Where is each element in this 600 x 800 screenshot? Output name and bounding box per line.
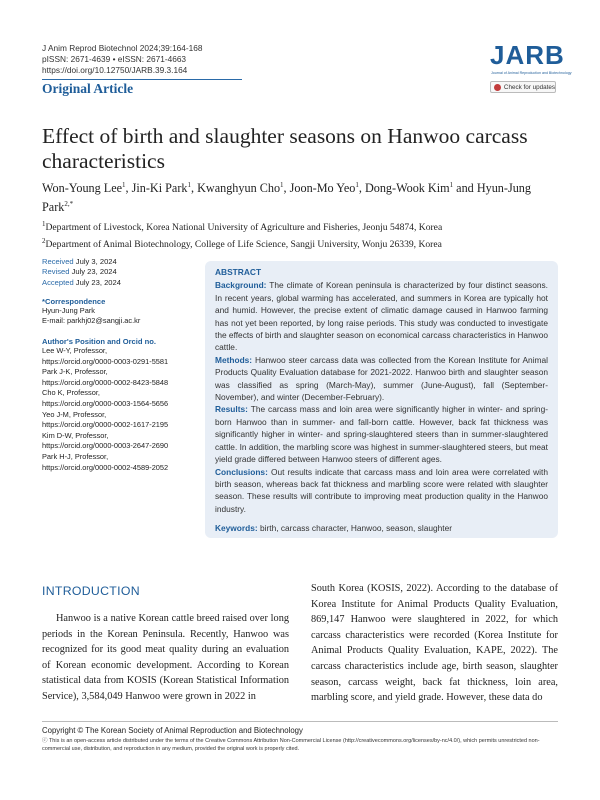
abstract-box xyxy=(205,261,558,538)
correspondence-name: Hyun-Jung Park xyxy=(42,306,95,315)
author-name: Dong-Wook Kim xyxy=(364,181,450,196)
author-affiliation-mark: 1 xyxy=(187,181,191,189)
header-rule xyxy=(42,79,242,80)
journal-logo: JARB xyxy=(490,40,565,70)
author-affiliation-mark: 1 xyxy=(449,181,454,189)
author-list: Won-Young Lee$^1$, Jin-Ki Park$^1$, Kwanghyun Cho$^1$, Joon-Mo Yeo$^1$, Dong-Wook Kim$^1$ and Hyun-Jung Park$^{2,*}$ xyxy=(42,181,531,215)
affiliation-2: $^2$Department of Animal Biotechnology, College of Life Science, Sangji University, Wonju 26339, Korea xyxy=(42,236,442,250)
accepted-label: Accepted xyxy=(42,277,74,287)
orcid-link[interactable]: https://orcid.org/0000-0003-0291-5581 xyxy=(42,356,169,366)
correspondence-email[interactable]: E-mail: parkhj02@sangji.ac.kr xyxy=(42,316,141,326)
author-affiliation-mark: 1 xyxy=(280,181,284,189)
article-type: Original Article xyxy=(42,81,134,96)
affiliation-1: $^1$Department of Livestock, Korea National University of Agriculture and Fisheries, Jeonju 54874, Korea xyxy=(42,220,443,234)
author-name: Jin-Ki Park xyxy=(131,181,188,196)
abstract-background: Background: The climate of Korean peninsula is characterized by four distinct seasons. In recent years, global warming has accelerated, and summers in Korea are typically hot and humid. However, the precise extent of climatic damage caused in Hanwoo farming has not yet been reported, by long raise periods. This study was conducted to investigate the effects of birth and slaughter season on economical carcass characteristics in Hanwoo cattle. xyxy=(215,280,548,353)
footer-rule xyxy=(42,721,558,722)
intro-column-2: South Korea (KOSIS, 2022). According to the database of Korea Institute for Animal Products Quality Evaluation, 869,147 Hanwoo were slaughtered in 2022, for which carcass characteristics were recorded (Korea Institute for Animal Products Quality Evaluation, KAPE, 2022). The carcass characteristics include age, birth season, slaughter season, carcass weight, back fat thickness, loin area, marbling score, and yield grade. However, these data do xyxy=(311,583,558,704)
check-updates-label: Check for updates xyxy=(503,83,555,91)
author-position: Park J-K, Professor, xyxy=(42,367,108,377)
abstract-methods: Methods: Hanwoo steer carcass data was collected from the Korean Institute for Animal Products Quality Evaluation database for 2021-2022. Hanwoo birth and slaughter season was classified as spring (March-May), summer (June-August), fall (September-November), and winter (December-February). xyxy=(215,354,548,403)
check-updates-button[interactable] xyxy=(490,81,556,93)
issn-line: pISSN: 2671-4639 • eISSN: 2671-4663 xyxy=(42,54,187,64)
orcid-link[interactable]: https://orcid.org/0000-0003-2647-2690 xyxy=(42,441,169,451)
author-position: Kim D-W, Professor, xyxy=(42,430,109,440)
orcid-link[interactable]: https://orcid.org/0000-0003-1564-5656 xyxy=(42,398,169,408)
correspondence xyxy=(42,306,140,326)
author-position: Cho K, Professor, xyxy=(42,388,100,398)
author-position: Yeo J-M, Professor, xyxy=(42,409,107,419)
intro-heading: INTRODUCTION xyxy=(42,584,140,598)
doi-link[interactable]: https://doi.org/10.12750/JARB.39.3.164 xyxy=(42,65,188,75)
abstract-results: Results: The carcass mass and loin area were significantly higher in winter- and spring-born Hanwoo than in summer- and fall-born cattle. However, back fat thickness was significantly higher in winter- and spring-slaughtered steers than in summer-slaughtered cattle. In addition, the marbling score was highest in summer-slaughtered steers, but meat yield grade differed between Hanwoo steers of different ages. xyxy=(215,404,548,465)
article-dates xyxy=(42,257,121,288)
accepted-date: July 23, 2024 xyxy=(75,277,121,287)
orcid-link[interactable]: https://orcid.org/0000-0002-8423-5848 xyxy=(42,377,169,387)
revised-date: July 23, 2024 xyxy=(71,267,117,277)
orcid-link[interactable]: https://orcid.org/0000-0002-1617-2195 xyxy=(42,420,169,430)
received-label: Received xyxy=(42,257,74,266)
author-position: Park H-J, Professor, xyxy=(42,451,109,461)
positions-heading: Author's Position and Orcid no. xyxy=(42,337,157,346)
check-updates-icon xyxy=(494,84,501,91)
license-text: ⓒ This is an open-access article distributed under the terms of the Creative Commons Attribution Non-Commercial License (http://creativecommons.org/licenses/by-nc/4.0/), which permits unrestricted non-commercial use, distribution, and reproduction in any medium, provided the original work is properly cited. xyxy=(42,738,540,752)
author-name: Kwanghyun Cho xyxy=(197,181,281,196)
journal-logo-subtitle: Journal of Animal Reproduction and Biotechnology xyxy=(491,71,572,75)
author-name: Won-Young Lee xyxy=(42,181,123,196)
author-affiliation-mark: 1 xyxy=(122,181,126,189)
author-name: Hyun-Jung Park xyxy=(42,181,531,215)
received-date: July 3, 2024 xyxy=(75,257,117,266)
abstract-heading: ABSTRACT xyxy=(215,267,262,277)
paper-title: Effect of birth and slaughter seasons on Hanwoo carcass characteristics xyxy=(42,124,528,173)
citation-line: J Anim Reprod Biotechnol 2024;39:164-168 xyxy=(42,43,203,53)
author-position: Lee W-Y, Professor, xyxy=(42,346,108,355)
author-affiliation-mark: 2,* xyxy=(64,200,74,209)
author-affiliation-mark: 1 xyxy=(355,181,359,189)
positions-list xyxy=(42,346,168,473)
intro-column-1: Hanwoo is a native Korean cattle breed raised over long periods in the Korean Peninsula. Recently, Hanwoo was recognized for its good meat quality during an evaluation of Korean economic development. According to Korean statistical data from KOSIS (Korean Statistical Information Service), 3,584,049 Hanwoo were grown in 2022 in xyxy=(42,613,289,702)
revised-label: Revised xyxy=(42,267,70,277)
abstract-conclusions: Conclusions: Out results indicate that carcass mass and loin area were correlated with birth season, whereas back fat thickness and marbling score were related with slaughter season. These results will contribute to improving meat production quality in the Hanwoo industry. xyxy=(215,466,548,514)
citation-block xyxy=(42,43,203,76)
orcid-link[interactable]: https://orcid.org/0000-0002-4589-2052 xyxy=(42,462,169,472)
author-name: Joon-Mo Yeo xyxy=(289,181,356,196)
copyright: Copyright © The Korean Society of Animal Reproduction and Biotechnology xyxy=(42,726,303,735)
affiliations xyxy=(42,218,572,251)
abstract-keywords: Keywords: birth, carcass character, Hanwoo, season, slaughter xyxy=(215,523,452,534)
correspondence-heading: *Correspondence xyxy=(42,297,106,306)
